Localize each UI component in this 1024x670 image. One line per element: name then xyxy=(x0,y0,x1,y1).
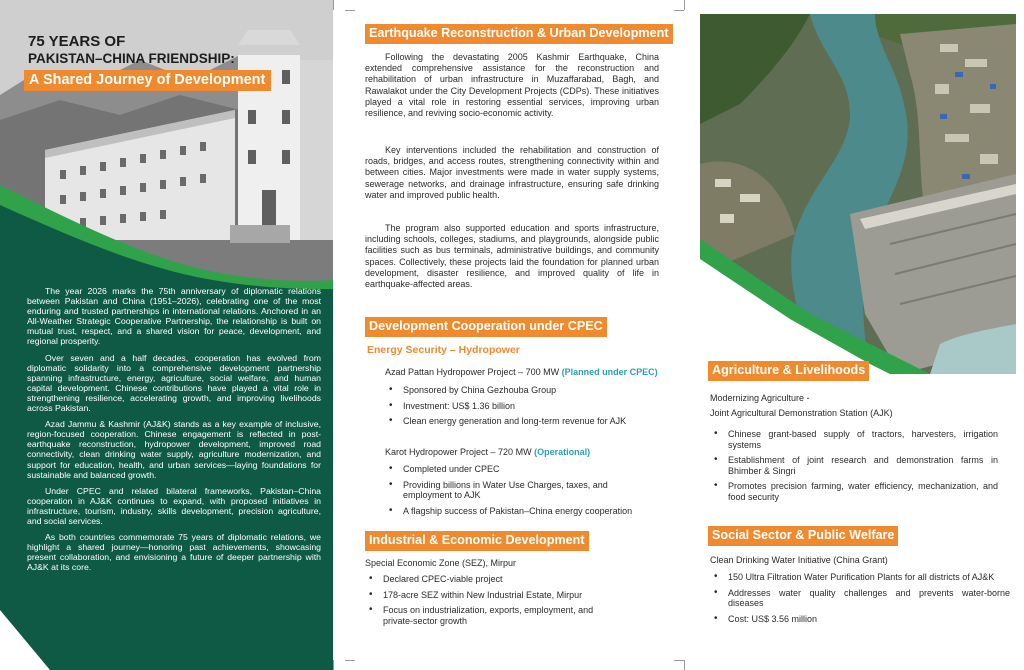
list-item: • Promotes precision farming, water efficiency, mechanization, and food security xyxy=(710,481,998,502)
intro-text xyxy=(27,286,321,578)
list-item: • Providing billions in Water Use Charges, taxes, and employment to AJK xyxy=(385,480,625,501)
right-panel xyxy=(684,0,1024,670)
agriculture-list xyxy=(710,429,998,508)
earthquake-paragraph: Key interventions included the rehabilitation and construction of roads, bridges, and access routes, strengthening connectivity within and between cities. Major investments were made in water supply systems, sewerage networks, and drainage infrastructure, ensuring safe drinking water and improved public health. xyxy=(365,145,659,200)
list-item: • Addresses water quality challenges and prevents water-borne diseases xyxy=(710,588,1010,609)
intro-paragraph: Azad Jammu & Kashmir (AJ&K) stands as a key example of inclusive, region-focused cooperation. Chinese engagement is reflected in post-earthquake reconstruction, hydropower development, improved road connectivity, clean drinking water supply, agriculture modernization, and support for education, health, and urban services—laying foundations for sustainable and balanced growth. xyxy=(27,419,321,480)
list-item: • Chinese grant-based supply of tractors, harvesters, irrigation systems xyxy=(710,429,998,450)
azad-pattan-title xyxy=(385,367,658,377)
list-item: • A flagship success of Pakistan–China energy cooperation xyxy=(385,506,625,517)
cpec-heading: Development Cooperation under CPEC xyxy=(365,317,607,337)
cover-panel xyxy=(0,0,333,670)
list-item: • 150 Ultra Filtration Water Purification Plants for all districts of AJ&K xyxy=(710,572,1010,583)
azad-pattan-name: Azad Pattan Hydropower Project – 700 MW xyxy=(385,367,560,377)
crop-mark xyxy=(333,660,334,670)
subtitle-banner: A Shared Journey of Development xyxy=(24,70,271,91)
crop-mark xyxy=(345,660,355,661)
crop-mark xyxy=(674,10,684,11)
agri-subtitle-line-1: Modernizing Agriculture - xyxy=(710,393,810,403)
list-item: • Establishment of joint research and demonstration farms in Bhimber & Singri xyxy=(710,455,998,476)
earthquake-paragraph: The program also supported education and sports infrastructure, including schools, colleges, stadiums, and playgrounds, alongside public facilities such as bus terminals, administrative buildings, and community spaces. Collectively, these projects laid the foundation for planned urban development, disaster resilience, and improved quality of life in earthquake-affected areas. xyxy=(365,223,659,290)
energy-subheading: Energy Security – Hydropower xyxy=(367,344,520,356)
karot-name: Karot Hydropower Project – 720 MW xyxy=(385,447,532,457)
title-line-2: PAKISTAN–CHINA FRIENDSHIP: xyxy=(28,51,235,66)
earthquake-heading: Earthquake Reconstruction & Urban Development xyxy=(365,24,673,44)
dam-illustration xyxy=(700,14,1016,374)
crop-mark xyxy=(684,0,685,10)
list-item: • Clean energy generation and long-term revenue for AJK xyxy=(385,416,665,427)
list-item: • Cost: US$ 3.56 million xyxy=(710,614,1010,625)
list-item: • Completed under CPEC xyxy=(385,464,625,475)
crop-mark xyxy=(333,0,334,10)
list-item: • Focus on industrialization, exports, employment, and private-sector growth xyxy=(365,605,615,626)
azad-pattan-status: (Planned under CPEC) xyxy=(561,367,658,377)
list-item: • Sponsored by China Gezhouba Group xyxy=(385,385,665,396)
title-line-1: 75 YEARS OF xyxy=(28,33,126,50)
water-title: Clean Drinking Water Initiative (China Grant) xyxy=(710,555,888,565)
earthquake-paragraph: Following the devastating 2005 Kashmir Earthquake, China extended comprehensive assistance for the reconstruction and rehabilitation of urban infrastructure in Muzaffarabad, Bagh, and Rawalakot under the City Development Projects (CDPs). These initiatives played a vital role in restoring essential services, improving urban resilience, and reviving socio-economic activity. xyxy=(365,52,659,119)
list-item: • Declared CPEC-viable project xyxy=(365,574,615,585)
karot-status: (Operational) xyxy=(534,447,591,457)
agri-subtitle-line-2: Joint Agricultural Demonstration Station (AJK) xyxy=(710,408,893,418)
agriculture-heading: Agriculture & Livelihoods xyxy=(708,361,869,381)
middle-panel xyxy=(333,0,684,670)
industrial-heading: Industrial & Economic Development xyxy=(365,531,589,551)
karot-title xyxy=(385,447,590,457)
sez-list xyxy=(365,574,615,631)
intro-paragraph: The year 2026 marks the 75th anniversary of diplomatic relations between Pakistan and China (1951–2026), celebrating one of the most enduring and trusted partnerships in international relations. Anchored in an All-Weather Strategic Cooperative Partnership, the relationship is built on mutual trust, respect, and a shared vision for peace, development, and regional prosperity. xyxy=(27,286,321,347)
karot-list xyxy=(385,464,633,521)
list-item: • 178-acre SEZ within New Industrial Estate, Mirpur xyxy=(365,590,615,601)
crop-mark xyxy=(674,660,684,661)
crop-mark xyxy=(345,10,355,11)
azad-pattan-list xyxy=(385,385,665,432)
water-list xyxy=(710,572,1010,629)
intro-paragraph: As both countries commemorate 75 years of diplomatic relations, we highlight a shared journey—honoring past achievements, showcasing present collaboration, and envisioning a future of deeper partnership with AJ&K at its core. xyxy=(27,532,321,573)
crop-mark xyxy=(684,660,685,670)
list-item: • Investment: US$ 1.36 billion xyxy=(385,401,665,412)
dam-aerial-photo xyxy=(700,14,1016,374)
intro-paragraph: Under CPEC and related bilateral frameworks, Pakistan–China cooperation in AJ&K continues to expand, with proposed initiatives in infrastructure, tourism, industry, skills development, precision agriculture, and social services. xyxy=(27,485,321,526)
sez-title: Special Economic Zone (SEZ), Mirpur xyxy=(365,558,517,568)
social-heading: Social Sector & Public Welfare xyxy=(708,526,898,546)
intro-paragraph: Over seven and a half decades, cooperation has evolved from diplomatic solidarity into a comprehensive development partnership spanning infrastructure, energy, agriculture, social welfare, and human capital development. Chinese contributions have played a vital role in strengthening resilience, accelerating growth, and improving livelihoods across Pakistan. xyxy=(27,352,321,414)
